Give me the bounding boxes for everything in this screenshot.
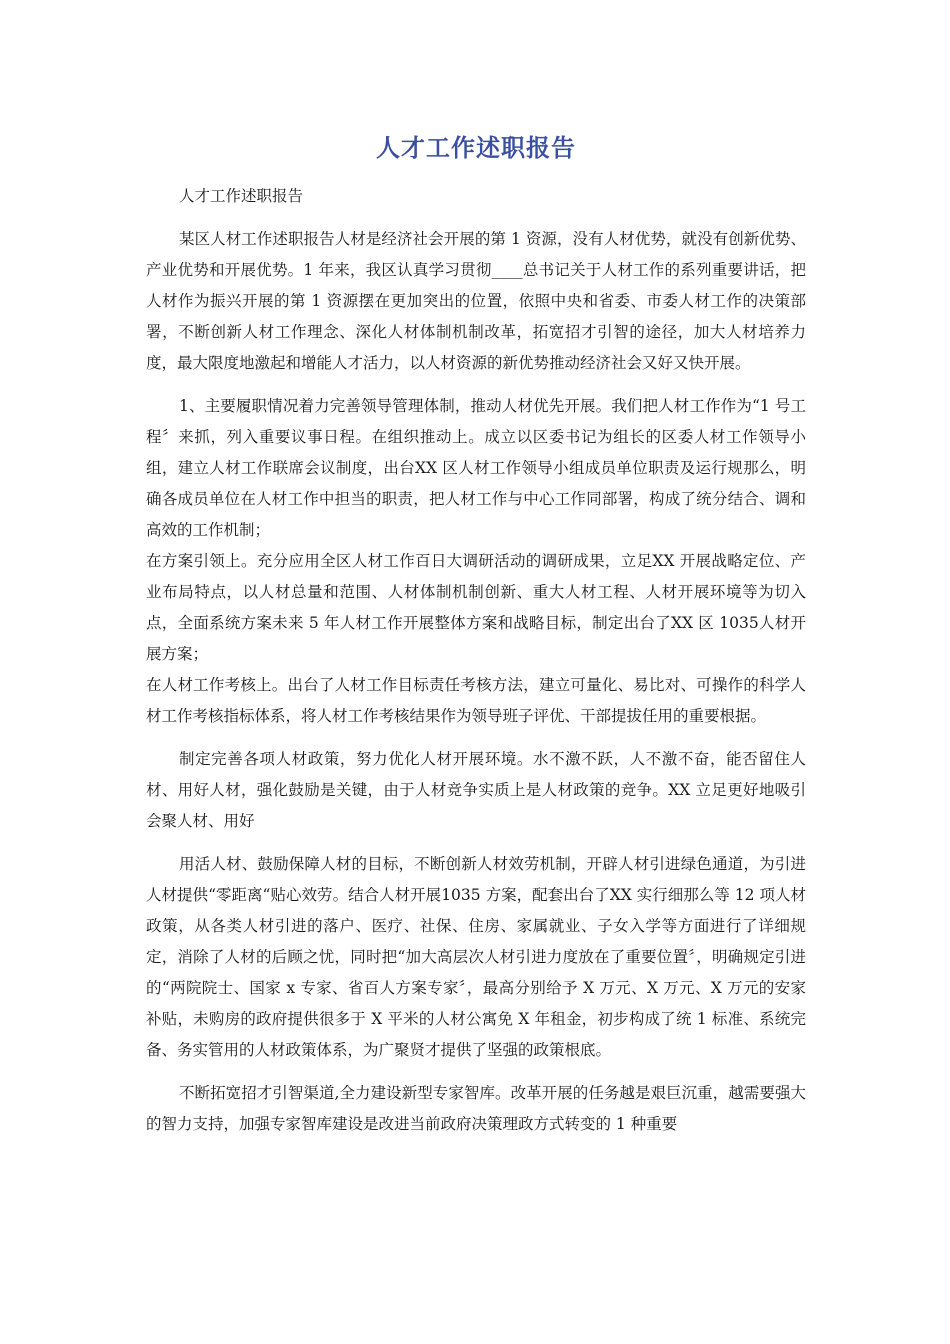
- paragraph-think-tank: 不断拓宽招才引智渠道,全力建设新型专家智库。改革开展的任务越是艰巨沉重，越需要强大的智力支持，加强专家智库建设是改进当前政府决策理政方式转变的 1 种重要: [146, 1084, 806, 1133]
- paragraph-policy: 制定完善各项人材政策，努力优化人材开展环境。水不激不跃，人不激不奋，能否留住人材、用好人材，强化鼓励是关键，由于人材竞争实质上是人材政策的竞争。XX 立足更好地吸引会聚人材、用好: [146, 750, 806, 830]
- paragraph-intro: 某区人材工作述职报告人材是经济社会开展的第 1 资源，没有人材优势，就没有创新优势、产业优势和开展优势。1 年来，我区认真学习贯彻____总书记关于人材工作的系列重要讲话，把人材作为振兴开展的第 1 资源摆在更加突出的位置，依照中央和省委、市委人材工作的决策部署，不断创新人材工作理念、深化人材体制机制改革，拓宽招才引智的途径，加大人材培养力度，最大限度地激起和增能人才活力，以人材资源的新优势推动经济社会又好又快开展。: [146, 230, 806, 372]
- paragraph-assessment: 在人材工作考核上。出台了人材工作目标责任考核方法，建立可量化、易比对、可操作的科学人材工作考核指标体系，将人材工作考核结果作为领导班子评优、干部提拔任用的重要根据。: [146, 676, 806, 725]
- paragraph-heading: 人才工作述职报告: [179, 187, 304, 205]
- document-body: [146, 181, 806, 1140]
- paragraph-plan-guidance: 在方案引领上。充分应用全区人材工作百日大调研活动的调研成果，立足XX 开展战略定位、产业布局特点，以人材总量和范围、人材体制机制创新、重大人材工程、人材开展环境等为切入点，全面系统方案未来 5 年人材工作开展整体方案和战略目标，制定出台了XX 区 1035人材开展方案；: [146, 552, 806, 663]
- document-title: 人才工作述职报告: [376, 134, 576, 162]
- paragraph-duty-overview: 1、主要履职情况着力完善领导管理体制，推动人材优先开展。我们把人材工作作为“1 号工程〞来抓，列入重要议事日程。在组织推动上。成立以区委书记为组长的区委人材工作领导小组，建立人材工作联席会议制度，出台XX 区人材工作领导小组成员单位职责及运行规那么，明确各成员单位在人材工作中担当的职责，把人材工作与中心工作同部署，构成了统分结合、调和高效的工作机制；: [146, 397, 806, 539]
- paragraph-service: 用活人材、鼓励保障人材的目标，不断创新人材效劳机制，开辟人材引进绿色通道，为引进人材提供“零距离“贴心效劳。结合人材开展1035 方案，配套出台了XX 实行细那么等 12 项人材政策，从各类人材引进的落户、医疗、社保、住房、家属就业、子女入学等方面进行了详细规定，消除了人材的后顾之忧，同时把“加大高层次人材引进力度放在了重要位置〞，明确规定引进的“两院院士、国家 x 专家、省百人方案专家〞，最高分别给予 X 万元、X 万元、X 万元的安家补贴，未购房的政府提供很多于 X 平米的人材公寓免 X 年租金，初步构成了统 1 标准、系统完备、务实管用的人材政策体系，为广聚贤才提供了坚强的政策根底。: [146, 855, 806, 1059]
